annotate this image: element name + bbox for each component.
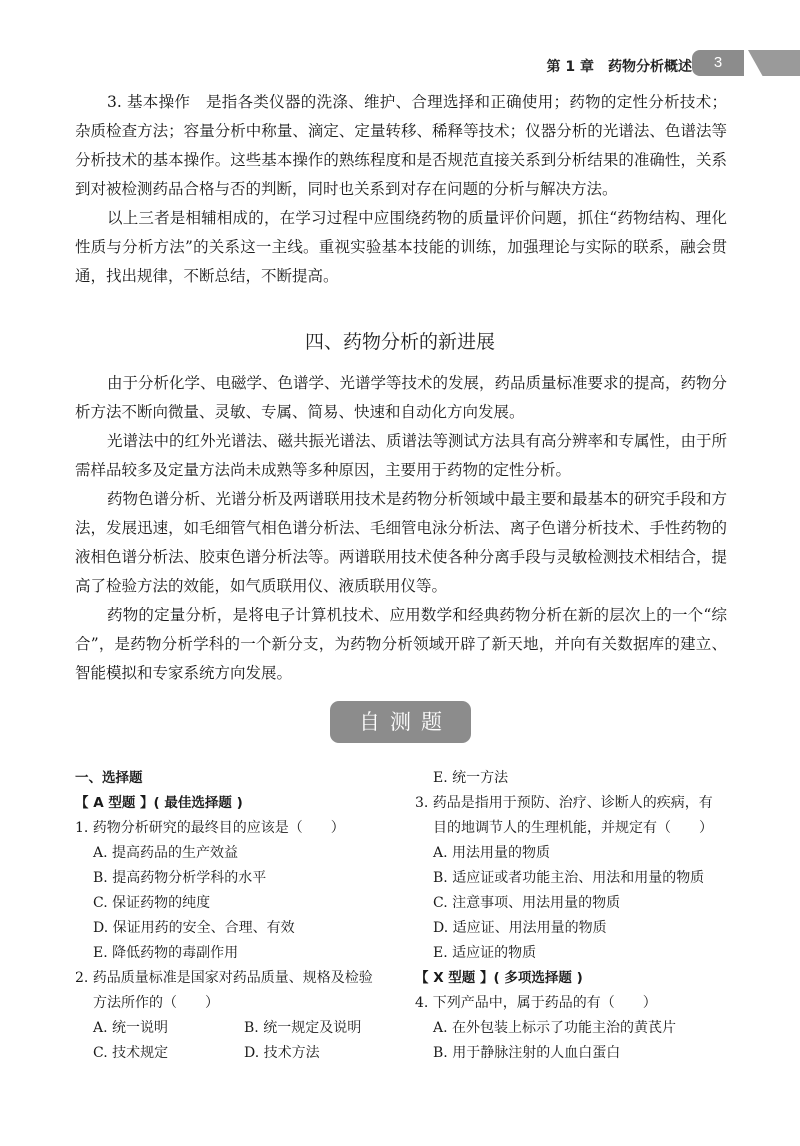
option: A. 用法用量的物质: [433, 845, 551, 861]
section-heading: 四、药物分析的新进展: [304, 331, 495, 353]
question-3: 3. 药品是指用于预防、治疗、诊断人的疾病，有: [415, 795, 713, 811]
question-4: 4. 下列产品中，属于药品的有（ ）: [415, 995, 657, 1011]
option: E. 统一方法: [433, 770, 509, 786]
self-test-badge: 自测题: [330, 701, 471, 743]
x-type-heading: 【 X 型题 】( 多项选择题 ): [415, 970, 583, 986]
questions-right-column: [415, 766, 735, 1066]
chapter-title: 第 1 章 药物分析概述: [546, 59, 692, 75]
question-1: 1. 药物分析研究的最终目的应该是（ ）: [75, 820, 345, 836]
page-header: [0, 50, 800, 80]
paragraph: 由于分析化学、电磁学、色谱学、光谱学等技术的发展，药品质量标准要求的提高，药物分析方法不断向微量、灵敏、专属、简易、快速和自动化方向发展。: [75, 374, 728, 421]
option: E. 适应证的物质: [433, 945, 537, 961]
paragraph: 3. 基本操作 是指各类仪器的洗涤、维护、合理选择和正确使用；药物的定性分析技术；杂质检查方法；容量分析中称量、滴定、定量转移、稀释等技术；仪器分析的光谱法、色谱法等分析技术的基本操作。这些基本操作的熟练程度和是否规范直接关系到分析结果的准确性，关系到对被检测药品合格与否的判断，同时也关系到对存在问题的分析与解决方法。: [75, 93, 727, 198]
question-2: 2. 药品质量标准是国家对药品质量、规格及检验: [75, 970, 373, 986]
option-row: [75, 1041, 395, 1066]
option: D. 适应证、用法用量的物质: [433, 920, 607, 936]
page-number-tab: 3: [692, 50, 744, 76]
option-row: [75, 1016, 395, 1041]
paragraph: 药物色谱分析、光谱分析及两谱联用技术是药物分析领域中最主要和最基本的研究手段和方法，发展迅速，如毛细管气相色谱分析法、毛细管电泳分析法、离子色谱分析技术、手性药物的液相色谱分析法、胶束色谱分析法等。两谱联用技术使各种分离手段与灵敏检测技术相结合，提高了检验方法的效能，如气质联用仪、液质联用仪等。: [75, 490, 728, 595]
option: B. 适应证或者功能主治、用法和用量的物质: [433, 870, 705, 886]
option: C. 注意事项、用法用量的物质: [433, 895, 621, 911]
paragraph: 药物的定量分析，是将电子计算机技术、应用数学和经典药物分析在新的层次上的一个“综合”，是药物分析学科的一个新分支，为药物分析领域开辟了新天地，并向有关数据库的建立、智能模拟和专家系统方向发展。: [75, 606, 727, 682]
question-2-cont: 方法所作的（ ）: [93, 995, 219, 1011]
intro-text: [75, 88, 727, 291]
option: E. 降低药物的毒副作用: [93, 945, 239, 961]
question-section-title: 一、选择题: [75, 770, 143, 786]
option: A. 提高药品的生产效益: [93, 845, 239, 861]
option: C. 技术规定: [93, 1045, 169, 1061]
option: C. 保证药物的纯度: [93, 895, 211, 911]
option: B. 用于静脉注射的人血白蛋白: [433, 1045, 621, 1061]
paragraph: 光谱法中的红外光谱法、磁共振光谱法、质谱法等测试方法具有高分辨率和专属性，由于所需样品较多及定量方法尚未成熟等多种原因，主要用于药物的定性分析。: [75, 432, 728, 479]
a-type-heading: 【 A 型题 】( 最佳选择题 ): [75, 795, 243, 811]
option: B. 提高药物分析学科的水平: [93, 870, 267, 886]
question-3-cont: 目的地调节人的生理机能，并规定有（ ）: [433, 820, 713, 836]
paragraph: 以上三者是相辅相成的，在学习过程中应围绕药物的质量评价问题，抓住“药物结构、理化性质与分析方法”的关系这一主线。重视实验基本技能的训练，加强理论与实际的联系，融会贯通，找出规律，不断总结，不断提高。: [75, 209, 727, 285]
header-decoration: [748, 50, 800, 76]
section-body: [75, 369, 727, 688]
option: B. 统一规定及说明: [244, 1020, 362, 1036]
option: A. 统一说明: [93, 1020, 169, 1036]
option: D. 技术方法: [244, 1045, 320, 1061]
option: D. 保证用药的安全、合理、有效: [93, 920, 295, 936]
option: A. 在外包装上标示了功能主治的黄芪片: [433, 1020, 677, 1036]
questions-left-column: [75, 766, 395, 1066]
